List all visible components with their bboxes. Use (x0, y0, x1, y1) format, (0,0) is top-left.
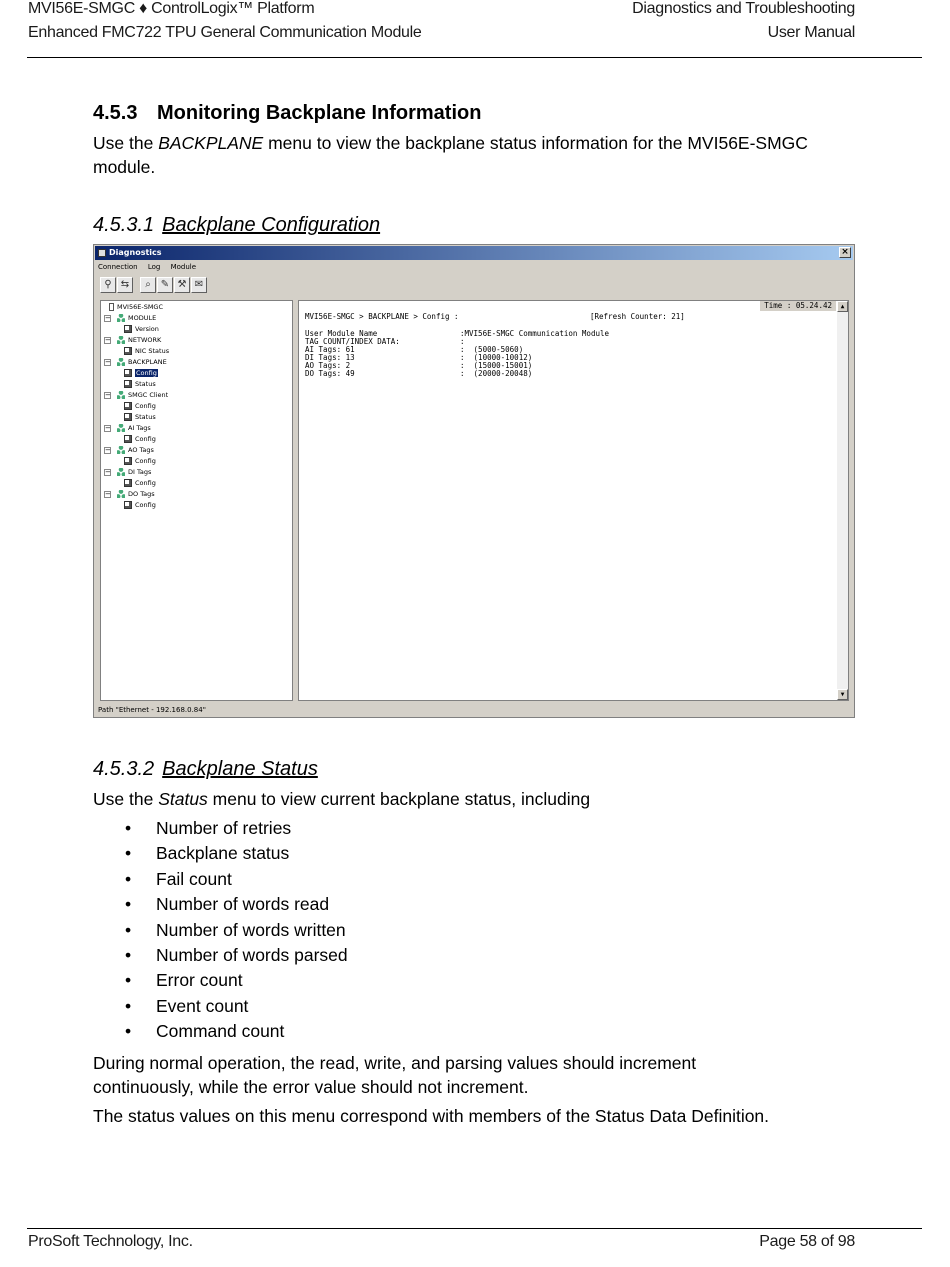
header-doc-type: User Manual (767, 24, 855, 41)
tree-node[interactable] (124, 324, 159, 335)
list-item: • Number of words written (93, 918, 348, 943)
module-tree (100, 300, 293, 701)
subsection-number: 4.5.3.2 (93, 758, 155, 780)
section-title: Monitoring Backplane Information (157, 102, 482, 124)
list-item: • Command count (93, 1019, 348, 1044)
tree-node[interactable] (124, 478, 156, 489)
refresh-counter: [Refresh Counter: 21] (590, 312, 685, 321)
tree-node[interactable] (124, 401, 156, 412)
tree-node[interactable] (105, 313, 157, 324)
list-item: • Backplane status (93, 841, 348, 866)
document-icon (124, 435, 132, 443)
collapse-icon[interactable]: − (105, 336, 111, 344)
tools-icon[interactable]: ⚒ (174, 277, 190, 293)
tree-node-label: Config (136, 369, 157, 377)
scroll-down-icon[interactable]: ▼ (837, 689, 848, 700)
collapse-icon[interactable]: − (105, 391, 111, 399)
status-bar: Path "Ethernet - 192.168.0.84" (98, 706, 206, 714)
network-icon (117, 391, 125, 399)
status-intro-pre: Use the (93, 789, 159, 809)
subsection-heading-status (93, 758, 318, 781)
tree-node-label: Status (135, 413, 156, 421)
tree-node[interactable] (105, 423, 151, 434)
row-label: AI Tags: 61 (305, 345, 355, 354)
intro-text-pre: Use the (93, 133, 159, 153)
console-path: MVI56E-SMGC > BACKPLANE > Config : (305, 312, 459, 321)
collapse-icon[interactable]: − (105, 424, 111, 432)
search-icon[interactable]: ⌕ (140, 277, 156, 293)
collapse-icon[interactable]: − (105, 490, 111, 498)
document-icon (124, 380, 132, 388)
tree-node-label: MVI56E-SMGC (117, 303, 164, 311)
tree-node-label: DO Tags (128, 490, 155, 498)
tree-node-label: Version (135, 325, 159, 333)
document-icon (124, 413, 132, 421)
list-item: • Number of words read (93, 892, 348, 917)
app-icon (98, 249, 106, 257)
header-product-line: MVI56E-SMGC ♦ ControlLogix™ Platform (28, 0, 315, 17)
mail-icon[interactable]: ✉ (191, 277, 207, 293)
subsection-number: 4.5.3.1 (93, 214, 155, 236)
scroll-up-icon[interactable]: ▲ (837, 301, 848, 312)
tree-node[interactable] (105, 390, 169, 401)
list-item: • Number of retries (93, 816, 348, 841)
network-icon (117, 468, 125, 476)
network-icon (117, 358, 125, 366)
tree-node-label: NIC Status (135, 347, 170, 355)
tree-node-label: Config (135, 402, 156, 410)
subsection-heading-config (93, 214, 380, 237)
tree-node-label: AI Tags (128, 424, 151, 432)
footer-rule (27, 1228, 922, 1229)
section-number: 4.5.3 (93, 102, 138, 124)
collapse-icon[interactable]: − (105, 468, 111, 476)
list-item: • Fail count (93, 867, 348, 892)
list-item: • Event count (93, 994, 348, 1019)
window-titlebar (95, 246, 853, 260)
tree-node-label: DI Tags (128, 468, 152, 476)
tree-node[interactable] (124, 456, 156, 467)
document-icon (124, 402, 132, 410)
tree-node-label: Config (135, 457, 156, 465)
status-intro (93, 787, 863, 811)
footer-company: ProSoft Technology, Inc. (28, 1233, 193, 1250)
tree-node[interactable] (124, 346, 169, 357)
network-icon (117, 314, 125, 322)
window-title: Diagnostics (109, 248, 162, 257)
header-module-line: Enhanced FMC722 TPU General Communication Module (28, 24, 422, 41)
row-label: TAG COUNT/INDEX DATA: (305, 337, 400, 346)
document-icon (124, 369, 132, 377)
tree-node[interactable] (105, 489, 155, 500)
paragraph-status-definition: The status values on this menu correspond with members of the Status Data Definition. (93, 1106, 770, 1126)
intro-menu-name: BACKPLANE (158, 133, 264, 153)
tree-node-label: MODULE (128, 314, 157, 322)
connect-icon[interactable]: ⚲ (100, 277, 116, 293)
footer-page-number: Page 58 of 98 (759, 1233, 855, 1250)
row-value: : (20000-20048) (460, 369, 533, 378)
document-icon (124, 501, 132, 509)
document-icon (124, 479, 132, 487)
row-label: AO Tags: 2 (305, 361, 351, 370)
row-value: : (460, 337, 465, 346)
tree-node[interactable] (109, 302, 163, 313)
tree-node[interactable] (124, 412, 156, 423)
root-icon (109, 303, 114, 311)
tree-node[interactable] (124, 379, 156, 390)
row-value: : (10000-10012) (460, 353, 533, 362)
tree-node-label: BACKPLANE (128, 358, 167, 366)
menu-module[interactable]: Module (170, 263, 197, 271)
tree-node-label: AO Tags (128, 446, 154, 454)
tree-node-label: Status (135, 380, 156, 388)
header-rule (27, 57, 922, 58)
tree-node-label: Config (135, 435, 156, 443)
intro-text-post: menu to view the backplane status information for the MVI56E-SMGC module. (93, 133, 808, 177)
tree-node-label: SMGC Client (128, 391, 169, 399)
row-label: User Module Name (305, 329, 378, 338)
status-item-list (93, 816, 348, 1045)
console-panel (298, 300, 849, 701)
network-icon (117, 490, 125, 498)
network-icon (117, 424, 125, 432)
collapse-icon[interactable]: − (105, 358, 111, 366)
tree-node[interactable] (105, 335, 162, 346)
row-value: : (15000-15001) (460, 361, 533, 370)
row-label: DI Tags: 13 (305, 353, 355, 362)
console-scrollbar[interactable] (837, 301, 848, 700)
paragraph-normal-operation: During normal operation, the read, write, and parsing values should increment continuously, while the error value should not increment. (93, 1053, 697, 1097)
network-icon (117, 446, 125, 454)
row-label: DO Tags: 49 (305, 369, 355, 378)
network-icon (117, 336, 125, 344)
collapse-icon[interactable]: − (105, 446, 111, 454)
tree-node[interactable] (105, 445, 154, 456)
status-menu-name: Status (158, 789, 208, 809)
collapse-icon[interactable]: − (105, 314, 111, 322)
tree-node[interactable] (105, 357, 167, 368)
row-value: :MVI56E-SMGC Communication Module (460, 329, 610, 338)
diagnostics-window (93, 244, 855, 718)
list-item: • Error count (93, 968, 348, 993)
tree-node-label: Config (135, 479, 156, 487)
section-intro (93, 131, 833, 179)
menu-log[interactable]: Log (147, 263, 161, 271)
close-button[interactable]: × (839, 247, 851, 258)
disconnect-icon[interactable]: ⇆ (117, 277, 133, 293)
edit-icon[interactable]: ✎ (157, 277, 173, 293)
tree-node-label: Config (135, 501, 156, 509)
tree-node[interactable] (124, 500, 156, 511)
time-readout: Time : 05.24.42 (760, 301, 836, 311)
menu-connection[interactable]: Connection (98, 263, 138, 271)
subsection-title: Backplane Configuration (162, 214, 381, 236)
tree-node[interactable] (105, 467, 152, 478)
section-heading (93, 102, 481, 125)
menu-bar (98, 261, 204, 273)
tree-node[interactable] (124, 368, 158, 379)
document-icon (124, 457, 132, 465)
document-icon (124, 347, 132, 355)
list-item: • Number of words parsed (93, 943, 348, 968)
header-chapter: Diagnostics and Troubleshooting (632, 0, 855, 17)
subsection-title: Backplane Status (162, 758, 318, 780)
document-icon (124, 325, 132, 333)
row-value: : (5000-5060) (460, 345, 524, 354)
tree-node-label: NETWORK (128, 336, 162, 344)
status-intro-post: menu to view current backplane status, including (207, 789, 591, 809)
tree-node[interactable] (124, 434, 156, 445)
